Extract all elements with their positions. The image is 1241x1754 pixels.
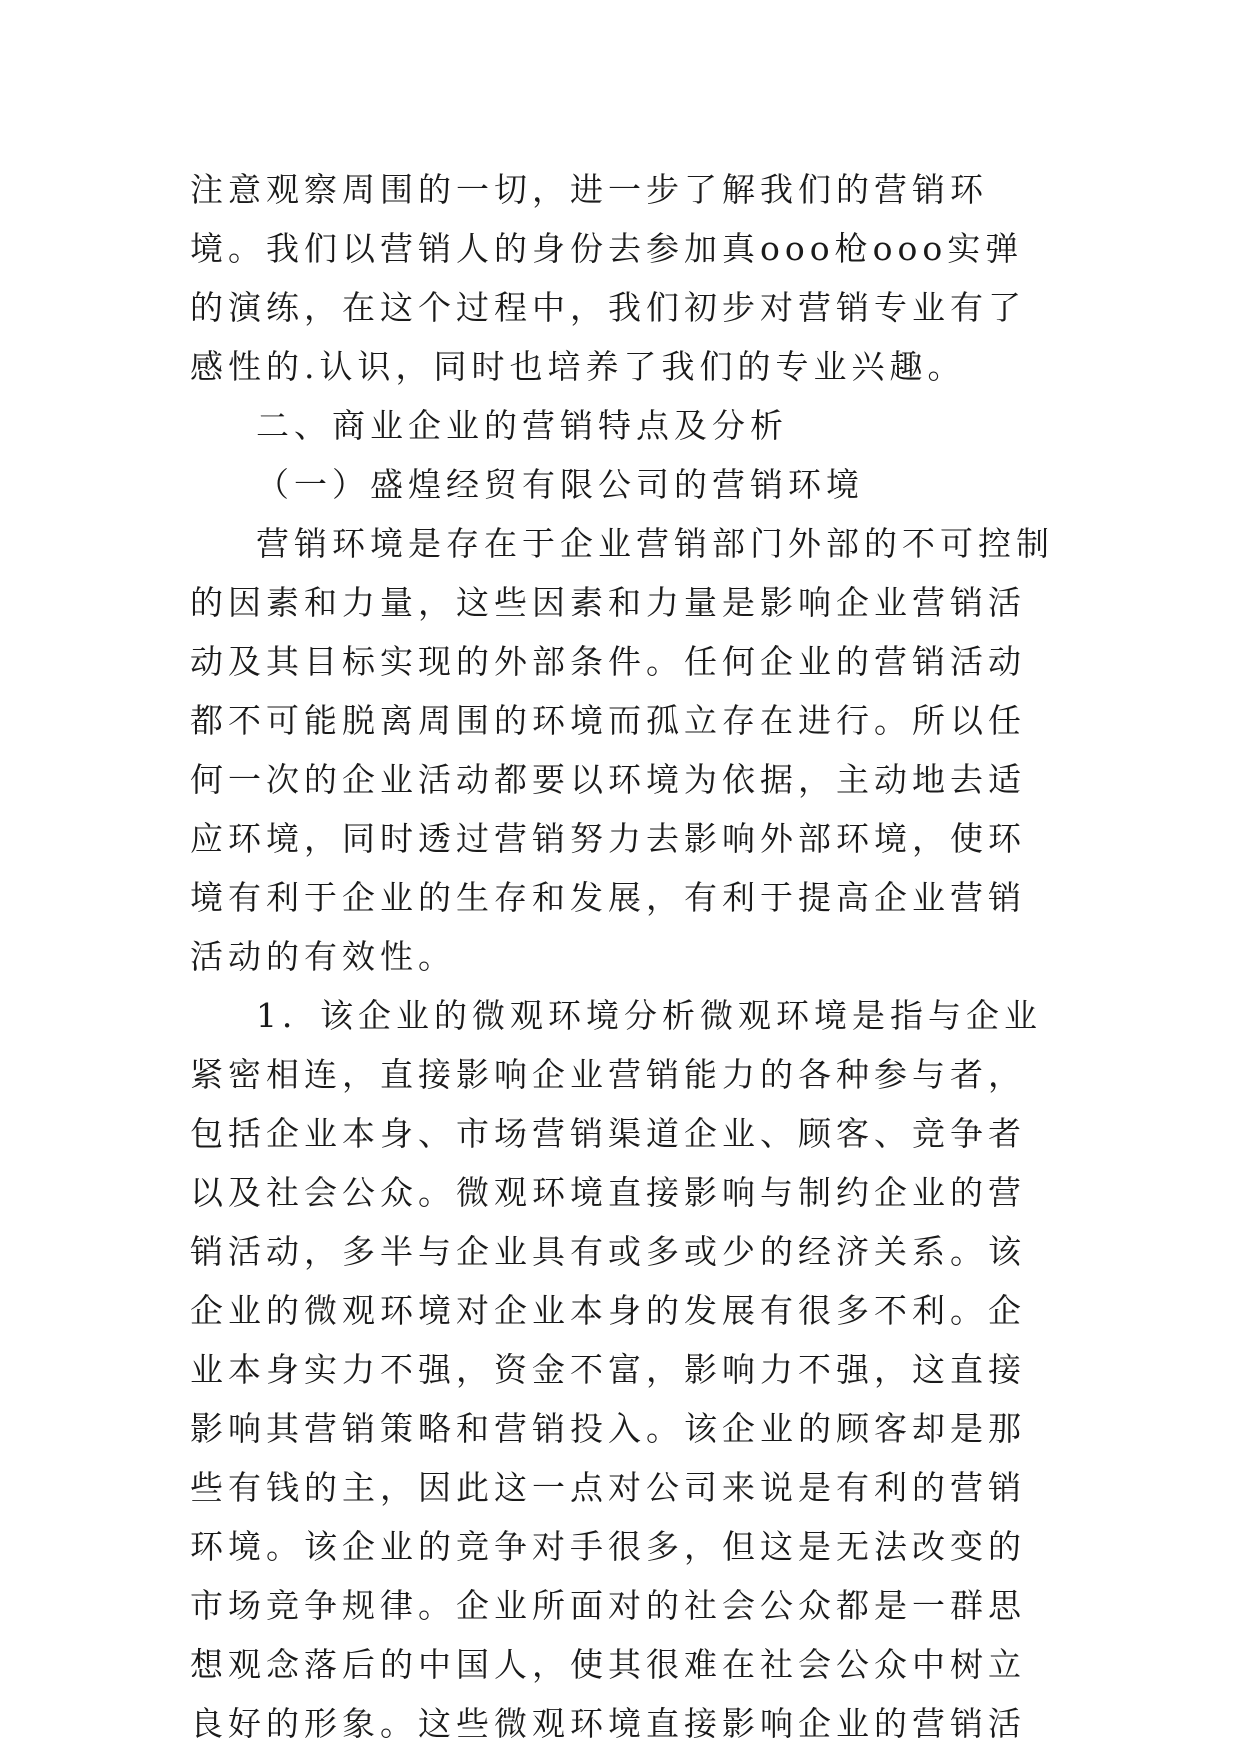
document-body [190,160,1060,1753]
paragraph-micro-environment: 1．该企业的微观环境分析微观环境是指与企业紧密相连，直接影响企业营销能力的各种参与者，包括企业本身、市场营销渠道企业、顾客、竞争者以及社会公众。微观环境直接影响与制约企业的营销活动，多半与企业具有或多或少的经济关系。该企业的微观环境对企业本身的发展有很多不利。企业本身实力不强，资金不富，影响力不强，这直接影响其营销策略和营销投入。该企业的顾客却是那些有钱的主，因此这一点对公司来说是有利的营销环境。该企业的竞争对手很多，但这是无法改变的市场竞争规律。企业所面对的社会公众都是一群思想观念落后的中国人，使其很难在社会公众中树立良好的形象。这些微观环境直接影响企业的营销活 [190,996,1042,1743]
paragraph-intro-continuation: 注意观察周围的一切，进一步了解我们的营销环境。我们以营销人的身份去参加真ooo枪ooo实弹的演练，在这个过程中，我们初步对营销专业有了感性的.认识，同时也培养了我们的专业兴趣。 [190,170,1026,386]
section-heading: 二、商业企业的营销特点及分析 [256,406,788,445]
paragraph-marketing-environment: 营销环境是存在于企业营销部门外部的不可控制的因素和力量，这些因素和力量是影响企业营销活动及其目标实现的外部条件。任何企业的营销活动都不可能脱离周围的环境而孤立存在进行。所以任何一次的企业活动都要以环境为依据，主动地去适应环境，同时透过营销努力去影响外部环境，使环境有利于企业的生存和发展，有利于提高企业营销活动的有效性。 [190,524,1054,976]
subsection-heading: （一）盛煌经贸有限公司的营销环境 [256,465,864,504]
